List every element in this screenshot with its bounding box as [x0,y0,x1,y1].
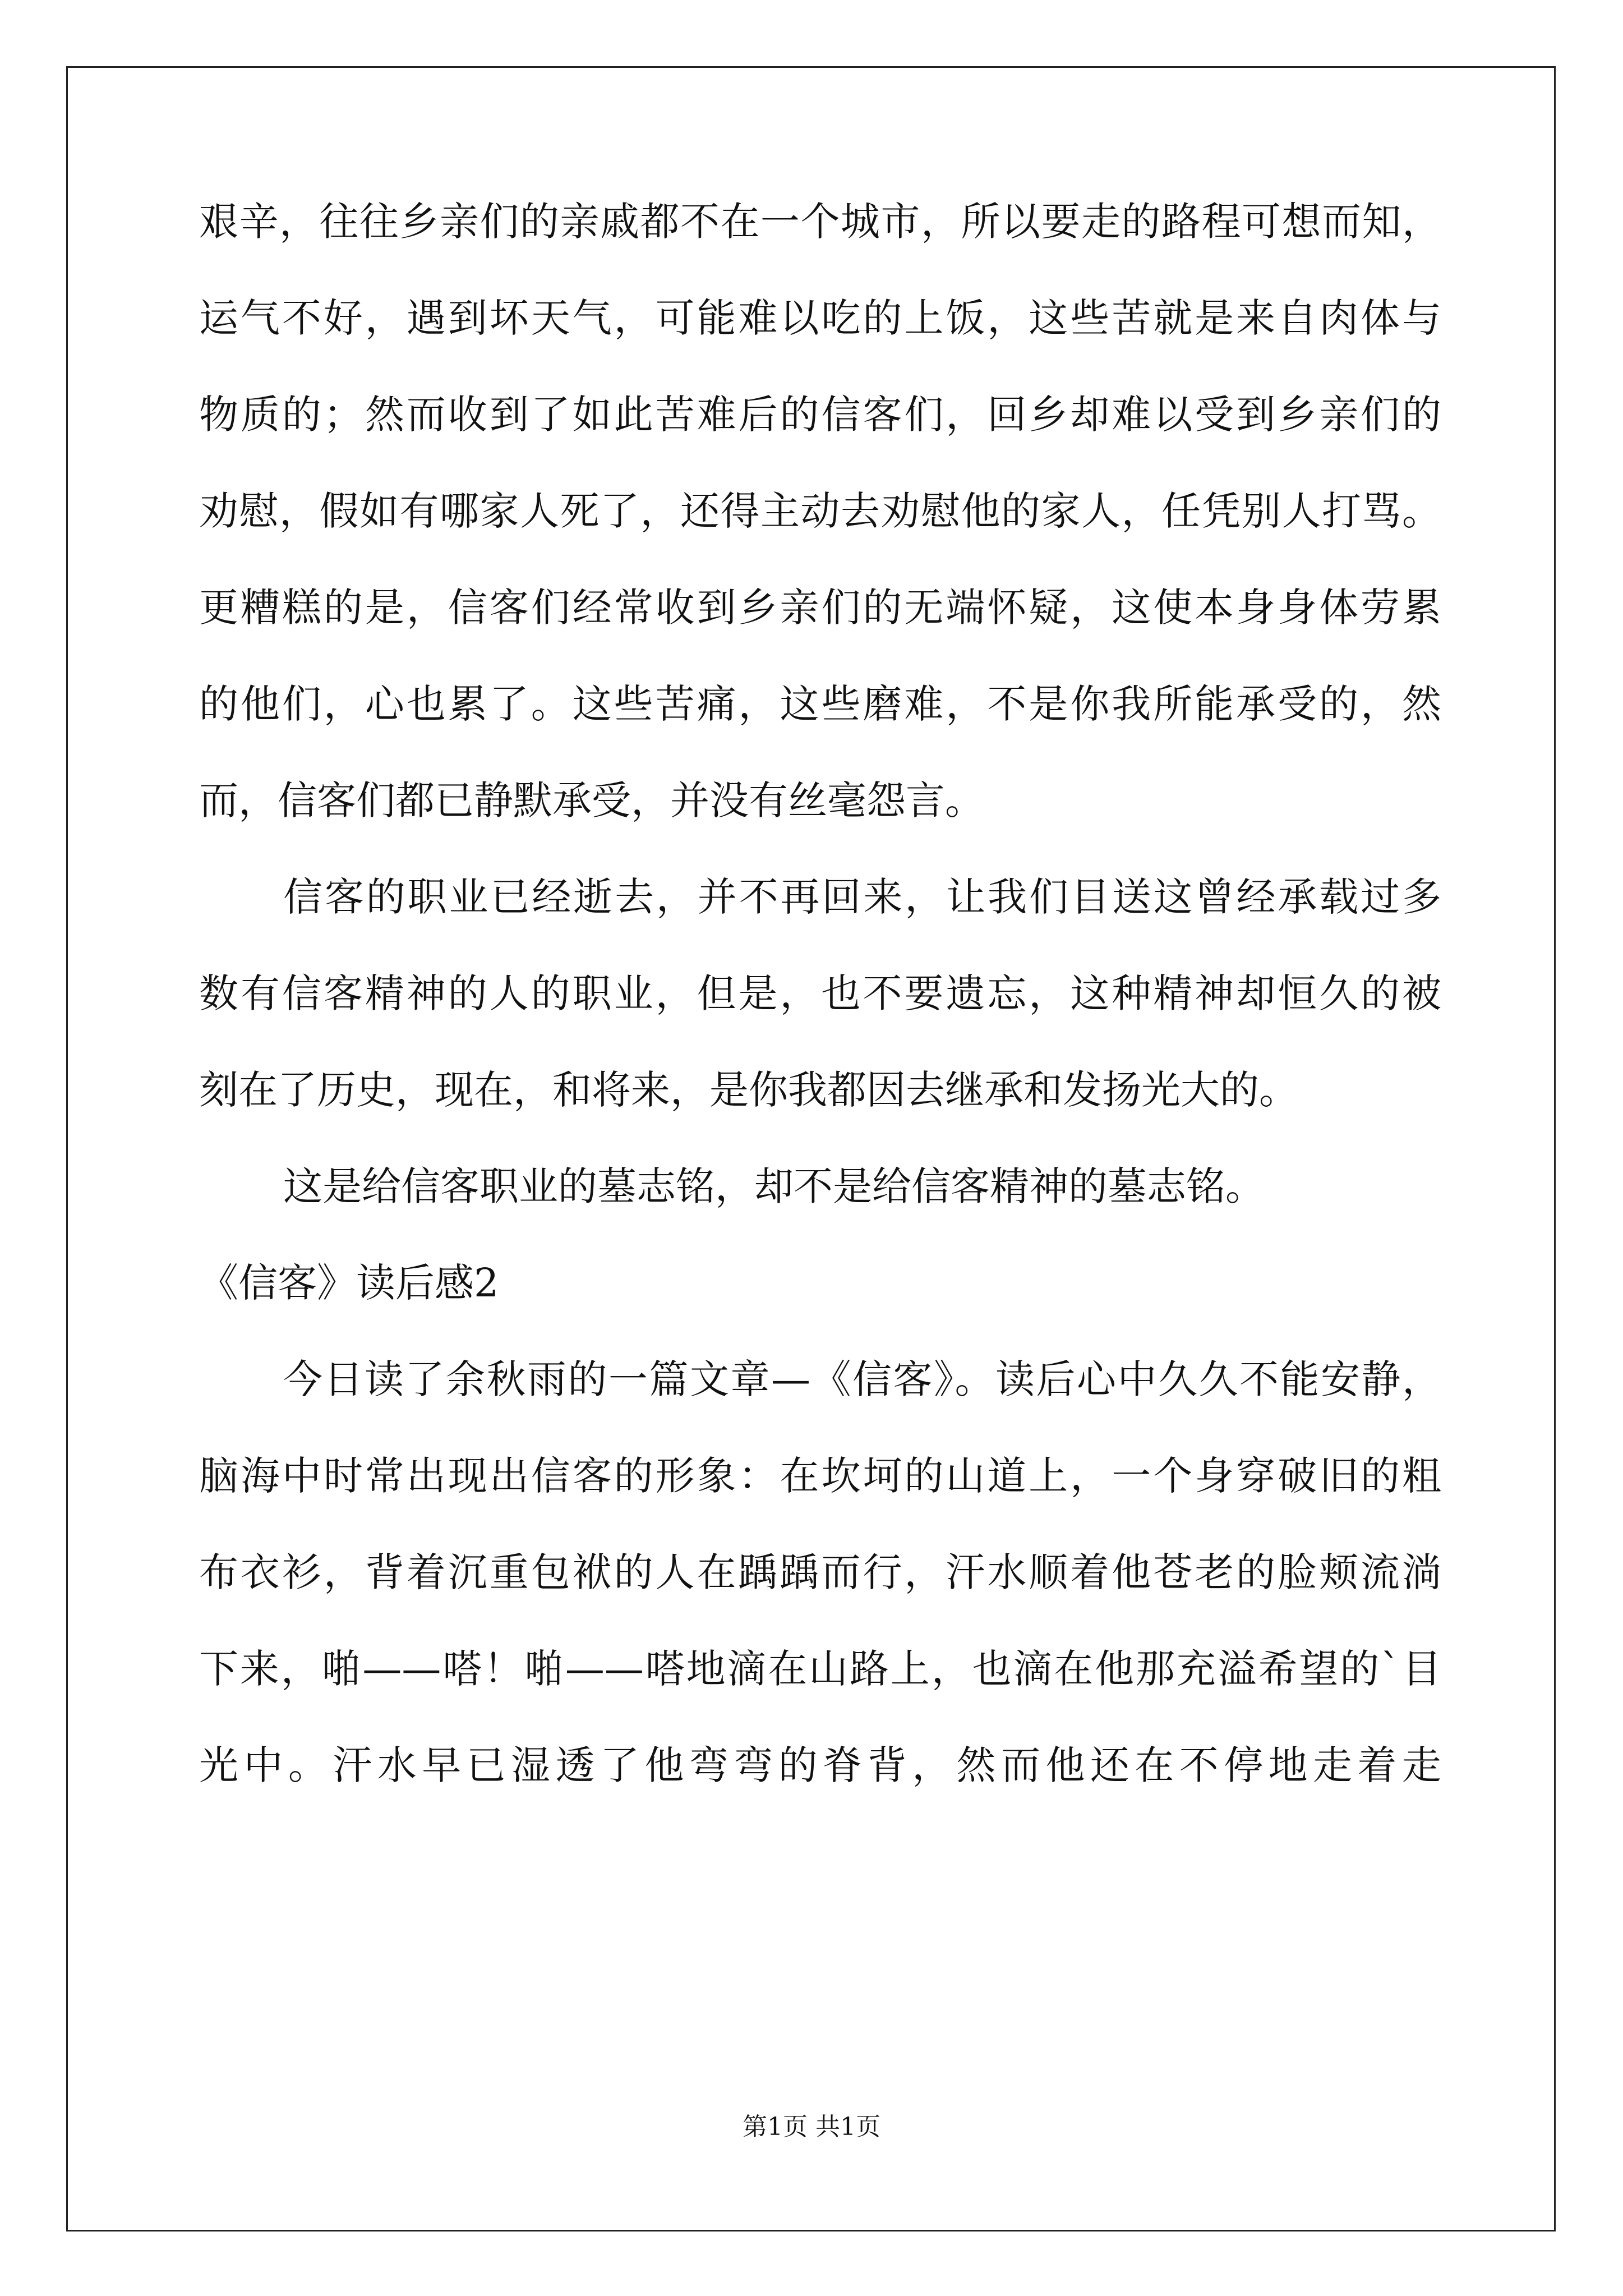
text-line: 艰辛，往往乡亲们的亲戚都不在一个城市，所以要走的路程可想而知， [199,199,1441,245]
text-line: 运气不好，遇到坏天气，可能难以吃的上饭，这些苦就是来自肉体与 [199,295,1441,341]
page-footer: 第1页 共1页 [743,2113,880,2141]
text-line: 物质的；然而收到了如此苦难后的信客们，回乡却难以受到乡亲们的 [199,392,1441,438]
paragraph-first-line: 信客的职业已经逝去，并不再回来，让我们目送这曾经承载过多 [283,874,1441,920]
text-line: 下来，啪——嗒！啪——嗒地滴在山路上，也滴在他那充溢希望的`目 [199,1646,1441,1692]
text-line: 光中。汗水早已湿透了他弯弯的脊背，然而他还在不停地走着走 [199,1742,1441,1788]
text-line: 脑海中时常出现出信客的形象：在坎坷的山道上，一个身穿破旧的粗 [199,1453,1441,1499]
text-line: 刻在了历史，现在，和将来，是你我都因去继承和发扬光大的。 [199,1067,1298,1113]
text-line: 更糟糕的是，信客们经常收到乡亲们的无端怀疑，这使本身身体劳累 [199,585,1441,631]
text-line: 的他们，心也累了。这些苦痛，这些磨难，不是你我所能承受的，然 [199,681,1441,727]
paragraph-first-line: 今日读了余秋雨的一篇文章—《信客》。读后心中久久不能安静， [283,1356,1441,1402]
text-line: 而，信客们都已静默承受，并没有丝毫怨言。 [199,777,984,823]
text-line: 数有信客精神的人的职业，但是，也不要遗忘，这种精神却恒久的被 [199,970,1441,1016]
text-line: 布衣衫，背着沉重包袱的人在踽踽而行，汗水顺着他苍老的脸颊流淌 [199,1549,1441,1595]
section-heading: 《信客》读后感2 [199,1260,499,1306]
text-line: 劝慰，假如有哪家人死了，还得主动去劝慰他的家人，任凭别人打骂。 [199,488,1441,534]
paragraph-first-line: 这是给信客职业的墓志铭，却不是给信客精神的墓志铭。 [283,1163,1265,1209]
